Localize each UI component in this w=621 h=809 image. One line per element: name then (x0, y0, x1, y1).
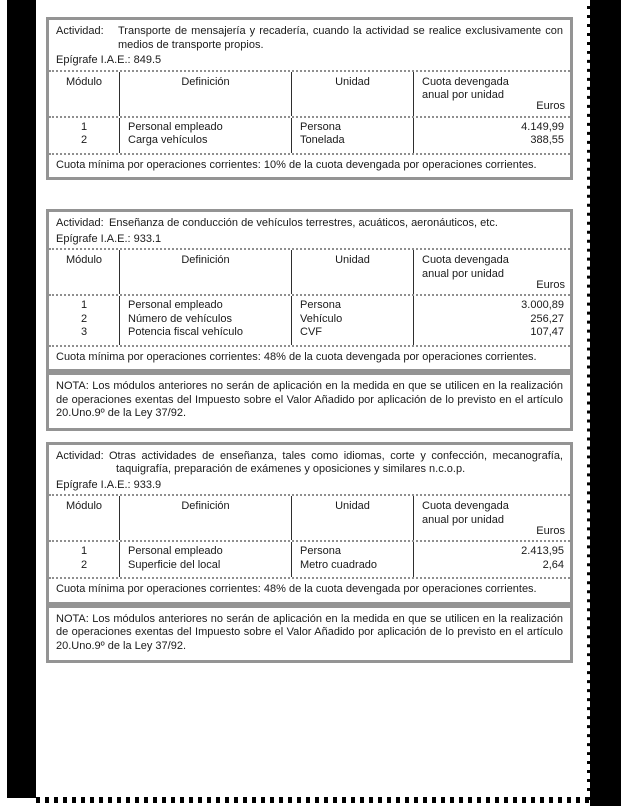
definition-cell: Personal empleado (128, 120, 223, 133)
epigrafe-line: Epígrafe I.A.E.: 933.1 (56, 232, 162, 245)
amount-cell: 107,47 (530, 326, 564, 338)
activity-header (49, 445, 570, 495)
cuota-minima-row: Cuota mínima por operaciones corrientes: 48% de la cuota devengada por operaciones corrientes. (49, 577, 570, 602)
unit-cell: CVF (300, 326, 322, 338)
header-cuota (413, 250, 570, 294)
header-modulo: Módulo (65, 75, 103, 88)
scan-edge-left-band (7, 0, 36, 798)
activity-text: Transporte de mensajería y recadería, cuando la actividad se realice exclusivamente con medios de transporte propios. (118, 25, 563, 51)
activity-block-933-9 (46, 442, 573, 605)
column-cuota (413, 296, 570, 345)
module-number-cell: 3 (80, 326, 88, 338)
scan-edge-right-band (587, 0, 621, 806)
table-header-row (49, 70, 570, 118)
header-euros: Euros (536, 524, 565, 537)
header-unidad: Unidad (291, 496, 413, 540)
column-definicion (119, 542, 291, 577)
unit-cell: Vehículo (300, 312, 343, 325)
unit-cell: Tonelada (300, 134, 345, 146)
definition-cell: Personal empleado (128, 545, 223, 557)
amount-cell: 256,27 (530, 312, 564, 325)
header-cuota-line1: Cuota devengada (422, 75, 509, 88)
table-header-row (49, 494, 570, 542)
definition-cell: Personal empleado (128, 299, 223, 311)
activity-label: Actividad: (56, 217, 104, 229)
definition-cell: Carga vehículos (128, 134, 208, 146)
amount-cell: 3.000,89 (521, 299, 564, 311)
header-cuota (413, 496, 570, 540)
column-modulo (49, 118, 119, 153)
definition-cell: Número de vehículos (128, 312, 232, 325)
activity-line (56, 25, 563, 52)
table-body (49, 542, 570, 577)
column-definicion (119, 118, 291, 153)
nota-box: NOTA: Los módulos anteriores no serán de aplicación en la medida en que se utilicen en la realización de operaciones exentas del Impuesto sobre el Valor Añadido por aplicación de lo previsto en el artículo 20.Uno.9º de la Ley 37/92. (46, 605, 573, 664)
activity-label: Actividad: (56, 449, 104, 462)
header-definicion: Definición (119, 250, 291, 294)
header-unidad: Unidad (291, 250, 413, 294)
activity-label: Actividad: (56, 25, 104, 37)
header-definicion: Definición (119, 496, 291, 540)
epigrafe-line: Epígrafe I.A.E.: 933.9 (56, 478, 162, 491)
activity-block-849-5 (46, 17, 573, 180)
document-page (46, 17, 573, 663)
table-header-row (49, 248, 570, 296)
module-number-cell: 1 (80, 120, 88, 133)
column-definicion (119, 296, 291, 345)
scan-edge-bottom-dots (36, 797, 621, 803)
column-unidad (291, 542, 413, 577)
module-number-cell: 1 (80, 299, 88, 311)
amount-cell: 2.413,95 (521, 545, 564, 557)
header-cuota-line1: Cuota devengada (422, 254, 509, 266)
activity-header (49, 212, 570, 248)
module-number-cell: 2 (80, 134, 88, 146)
cuota-minima-row: Cuota mínima por operaciones corrientes: 48% de la cuota devengada por operaciones corrientes. (49, 345, 570, 370)
amount-cell: 388,55 (530, 134, 564, 146)
definition-cell: Potencia fiscal vehículo (128, 326, 243, 338)
header-cuota-line2: anual por unidad (422, 513, 504, 526)
epigrafe-line: Epígrafe I.A.E.: 849.5 (56, 54, 162, 66)
activity-line (56, 450, 563, 477)
header-euros: Euros (536, 100, 565, 112)
header-cuota-line1: Cuota devengada (422, 500, 509, 512)
header-modulo: Módulo (65, 500, 103, 512)
column-modulo (49, 542, 119, 577)
activity-text: Otras actividades de enseñanza, tales como idiomas, corte y confección, mecanografía, taquigrafía, preparación de exámenes y oposiciones y similares n.c.o.p. (109, 449, 563, 475)
activity-line (56, 217, 563, 231)
column-cuota (413, 542, 570, 577)
module-number-cell: 2 (80, 312, 88, 325)
header-cuota-line2: anual por unidad (422, 89, 504, 101)
header-definicion: Definición (119, 72, 291, 116)
unit-cell: Persona (300, 545, 341, 557)
header-cuota (413, 72, 570, 116)
table-body (49, 296, 570, 345)
unit-cell: Metro cuadrado (300, 558, 378, 571)
header-euros: Euros (536, 278, 565, 291)
nota-box: NOTA: Los módulos anteriores no serán de aplicación en la medida en que se utilicen en la realización de operaciones exentas del Impuesto sobre el Valor Añadido por aplicación de lo previsto en el artículo 20.Uno.9º de la Ley 37/92. (46, 372, 573, 431)
module-number-cell: 2 (80, 558, 88, 571)
column-cuota (413, 118, 570, 153)
activity-text: Enseñanza de conducción de vehículos terrestres, acuáticos, aeronáuticos, etc. (109, 217, 498, 229)
column-unidad (291, 118, 413, 153)
amount-cell: 4.149,99 (521, 120, 564, 133)
activity-header (49, 20, 570, 70)
definition-cell: Superficie del local (128, 558, 221, 571)
table-body (49, 118, 570, 153)
activity-block-933-1 (46, 209, 573, 372)
unit-cell: Persona (300, 299, 341, 311)
amount-cell: 2,64 (542, 558, 564, 571)
column-unidad (291, 296, 413, 345)
module-number-cell: 1 (80, 545, 88, 557)
header-cuota-line2: anual por unidad (422, 267, 504, 280)
unit-cell: Persona (300, 120, 341, 133)
header-unidad: Unidad (291, 72, 413, 116)
cuota-minima-row: Cuota mínima por operaciones corrientes: 10% de la cuota devengada por operaciones corrientes. (49, 153, 570, 178)
column-modulo (49, 296, 119, 345)
header-modulo: Módulo (65, 254, 103, 266)
